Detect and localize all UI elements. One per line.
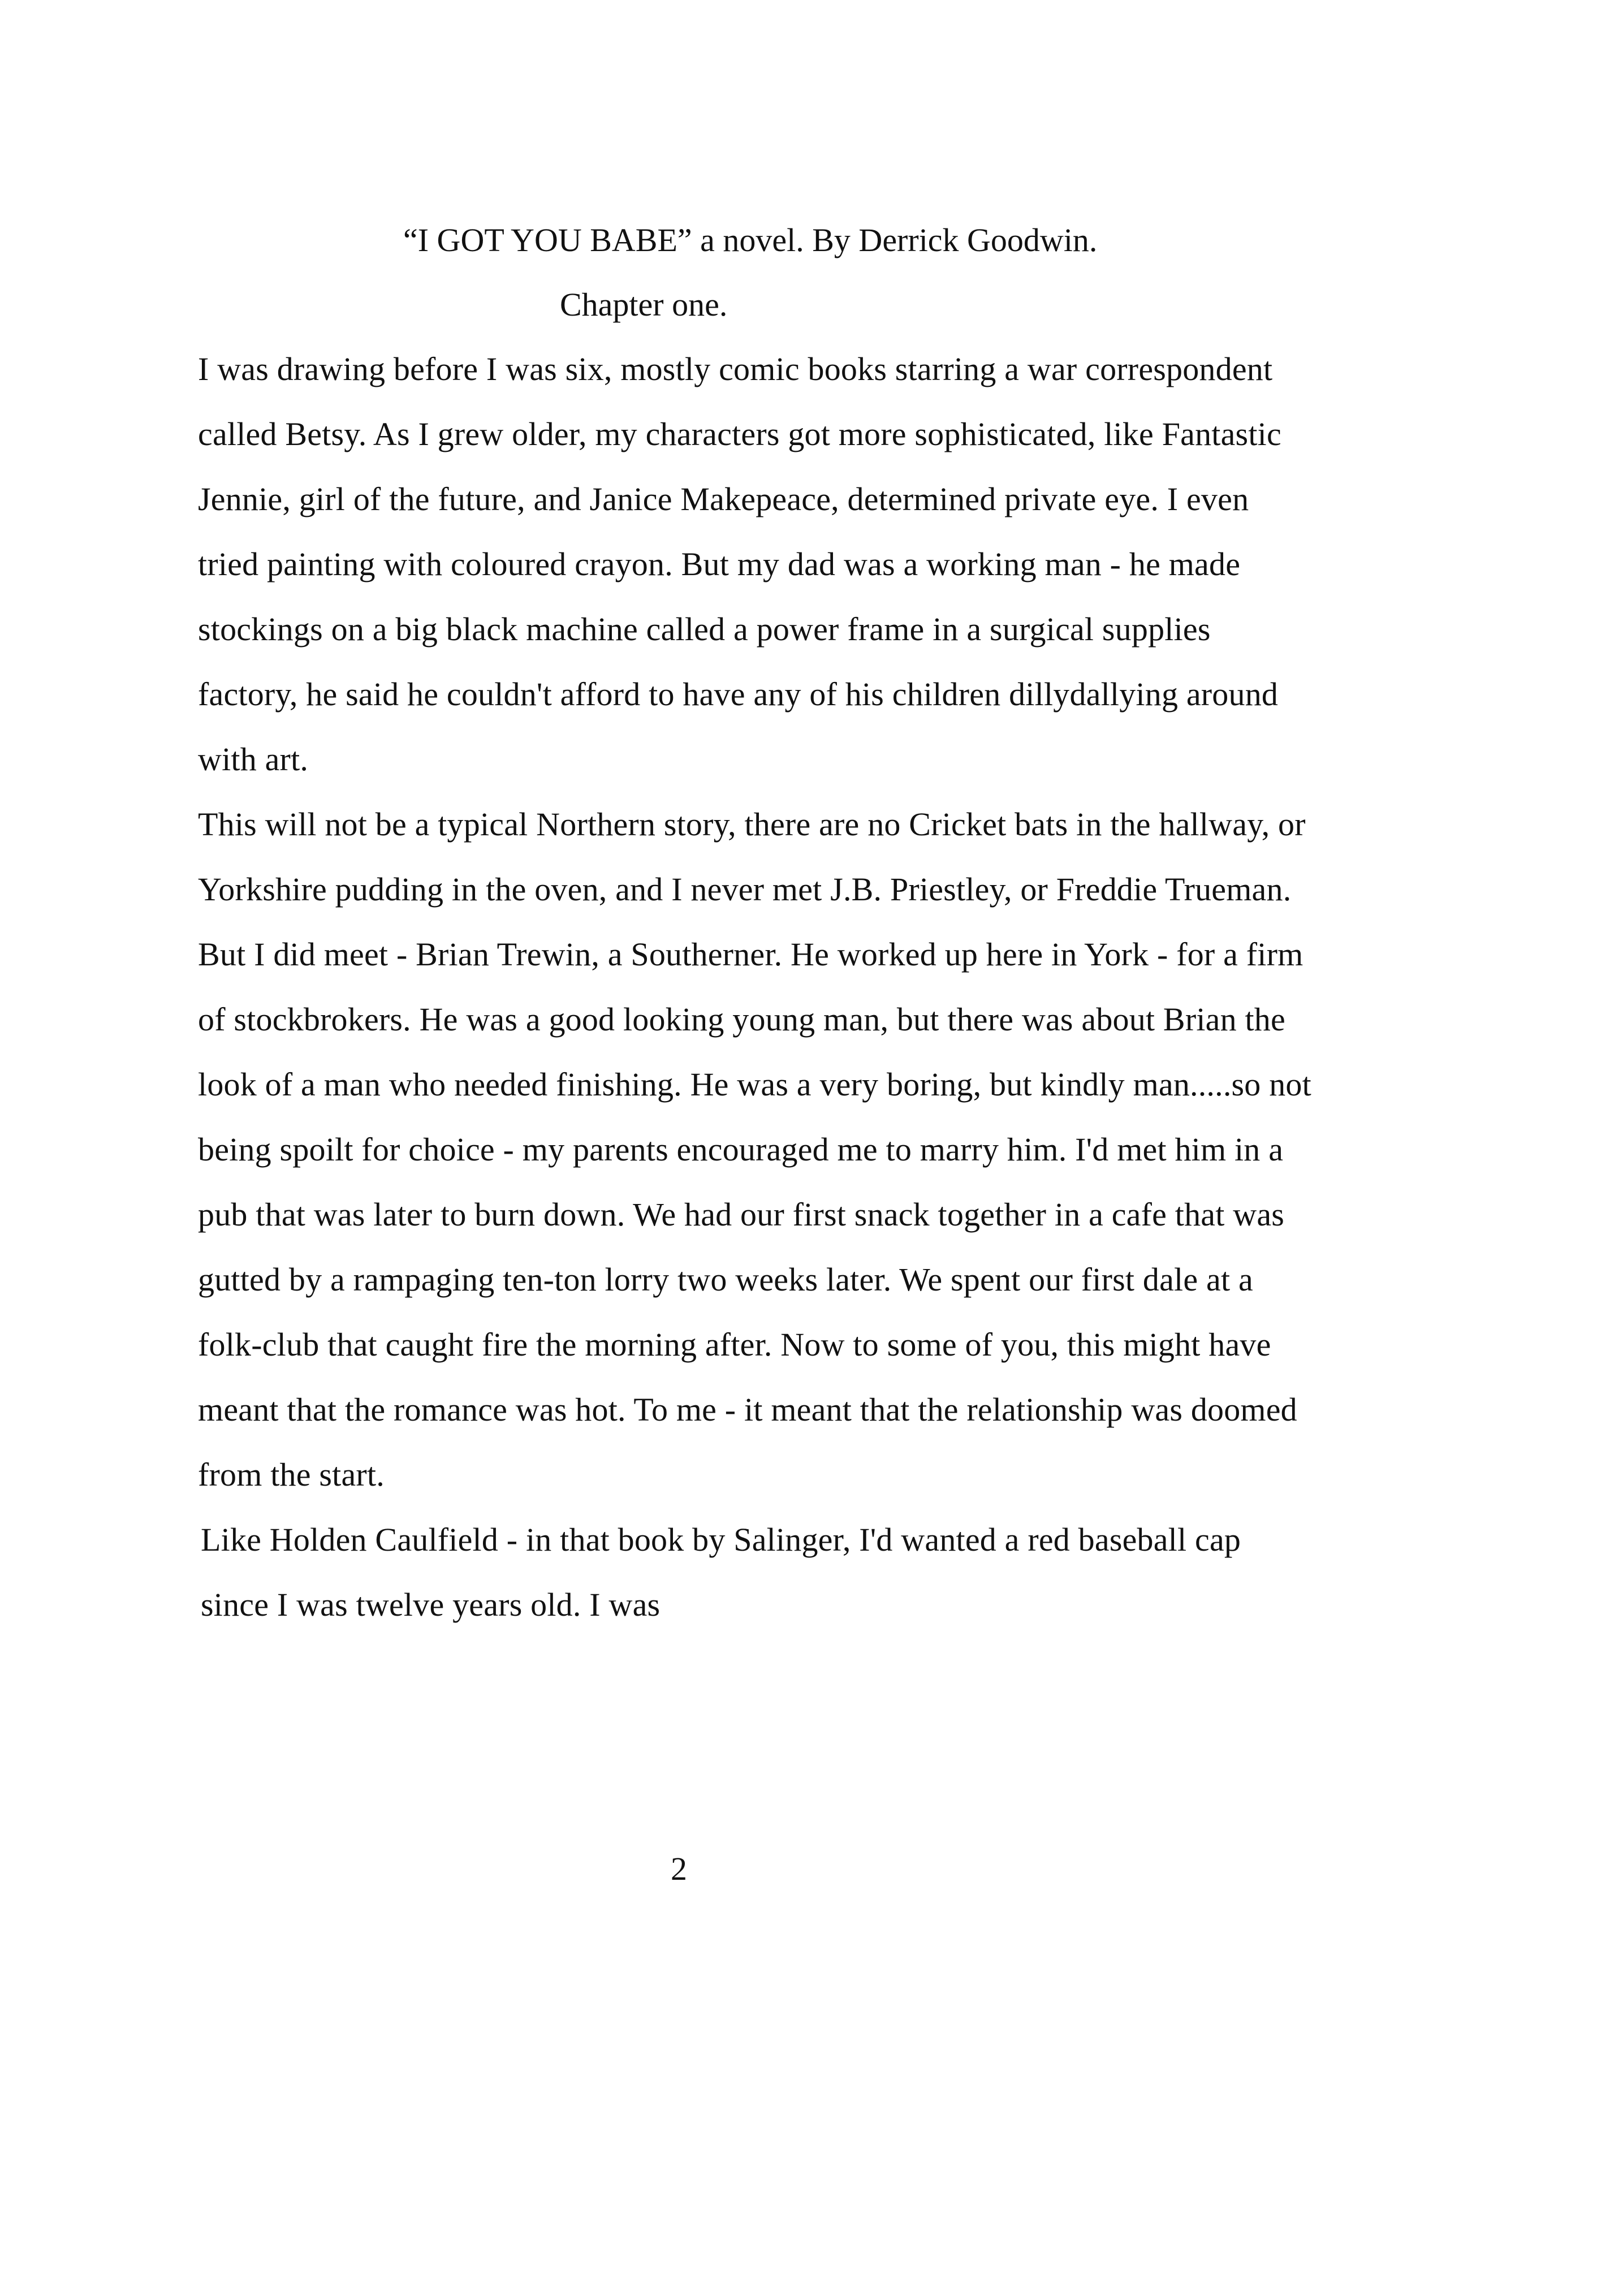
- text-line: Jennie, girl of the future, and Janice Makepeace, determined private eye. I even: [198, 481, 1249, 517]
- text-line: with art.: [198, 741, 309, 778]
- text-line: I was drawing before I was six, mostly comic books starring a war correspondent: [198, 351, 1273, 387]
- body-text: [198, 349, 1385, 1650]
- chapter-heading: Chapter one.: [560, 286, 728, 323]
- text-line: Yorkshire pudding in the oven, and I never met J.B. Priestley, or Freddie Trueman.: [198, 871, 1292, 908]
- text-line: of stockbrokers. He was a good looking young man, but there was about Brian the: [198, 1001, 1285, 1038]
- text-line: gutted by a rampaging ten-ton lorry two weeks later. We spent our first dale at a: [198, 1261, 1253, 1298]
- text-line: called Betsy. As I grew older, my characters got more sophisticated, like Fantastic: [198, 416, 1281, 452]
- text-line: factory, he said he couldn't afford to have any of his children dillydallying around: [198, 676, 1279, 713]
- document-title: “I GOT YOU BABE” a novel. By Derrick Goodwin.: [403, 222, 1098, 258]
- text-line: Like Holden Caulfield - in that book by Salinger, I'd wanted a red baseball cap: [201, 1521, 1241, 1558]
- text-line: from the start.: [198, 1456, 385, 1493]
- text-line: But I did meet - Brian Trewin, a Southerner. He worked up here in York - for a firm: [198, 936, 1303, 973]
- text-line: This will not be a typical Northern story, there are no Cricket bats in the hallway, or: [198, 806, 1306, 843]
- text-line: being spoilt for choice - my parents encouraged me to marry him. I'd met him in a: [198, 1131, 1284, 1168]
- text-line: meant that the romance was hot. To me - it meant that the relationship was doomed: [198, 1391, 1297, 1428]
- text-line: pub that was later to burn down. We had our first snack together in a cafe that was: [198, 1196, 1285, 1233]
- text-line: folk-club that caught fire the morning after. Now to some of you, this might have: [198, 1326, 1271, 1363]
- page-number: 2: [671, 1850, 687, 1887]
- text-line: since I was twelve years old. I was: [201, 1586, 661, 1623]
- text-line: stockings on a big black machine called a power frame in a surgical supplies: [198, 611, 1211, 648]
- text-line: look of a man who needed finishing. He was a very boring, but kindly man.....so not: [198, 1066, 1311, 1103]
- text-line: tried painting with coloured crayon. But my dad was a working man - he made: [198, 546, 1241, 582]
